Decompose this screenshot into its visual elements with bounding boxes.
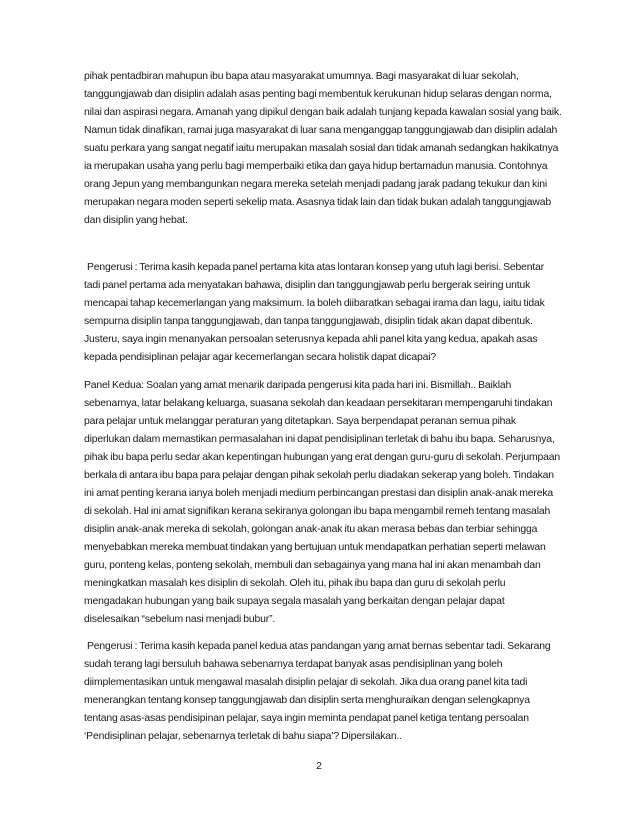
paragraph-intro: pihak pentadbiran mahupun ibu bapa atau masyarakat umumnya. Bagi masyarakat di luar sekolah, tanggungjawab dan disiplin adalah asas penting bagi membentuk kerukunan hidup selaras dengan norma, nilai dan aspirasi negara. Amanah yang dipikul dengan baik adalah tunjang kepada kawalan sosial yang baik. Namun tidak dinafikan, ramai juga masyarakat di luar sana menganggap tanggungjawab dan disiplin adalah suatu perkara yang sangat negatif iaitu merupakan masalah sosial dan tidak amanah sedangkan hakikatnya ia merupakan usaha yang perlu bagi memperbaiki etika dan gaya hidup bertamadun manusia. Contohnya orang Jepun yang membangunkan negara mereka setelah menjadi padang jarak padang tekukur dan kini merupakan negara moden seperti sekelip mata. Asasnya tidak lain dan tidak bukan adalah tanggungjawab dan disiplin yang hebat. [84, 71, 562, 226]
document-body [84, 68, 562, 746]
paragraph-chair-question-1: Pengerusi : Terima kasih kepada panel pertama kita atas lontaran konsep yang utuh lagi berisi. Sebentar tadi panel pertama ada menyatakan bahawa, disiplin dan tanggungjawab perlu bergerak seiring untuk mencapai tahap kecemerlangan yang maksimum. Ia boleh diibaratkan sebagai irama dan lagu, iaitu tidak sempurna disiplin tanpa tanggungjawab, dan tanpa tanggungjawab, disiplin tidak akan dapat dibentuk. Justeru, saya ingin menanyakan persoalan seterusnya kepada ahli panel kita yang kedua, apakah asas kepada pendisiplinan pelajar agar kecemerlangan secara holistik dapat dicapai? [84, 262, 545, 363]
page-number: 2 [316, 760, 322, 772]
paragraph-panel-two-answer: Panel Kedua: Soalan yang amat menarik daripada pengerusi kita pada hari ini. Bismillah.. Baiklah sebenarnya, latar belakang keluarga, suasana sekolah dan keadaan persekitaran mempengaruhi tindakan para pelajar untuk melanggar peraturan yang ditetapkan. Saya berpendapat peranan semua pihak diperlukan dalam memastikan permasalahan ini dapat pendisiplinan terletak di bahu ibu bapa. Seharusnya, pihak ibu bapa perlu sedar akan kepentingan hubungan yang erat dengan guru-guru di sekolah. Perjumpaan berkala di antara ibu bapa para pelajar dengan pihak sekolah perlu diadakan sekerap yang boleh. Tindakan ini amat penting kerana ianya boleh menjadi medium perbincangan prestasi dan disiplin anak-anak mereka di sekolah. Hal ini amat signifikan kerana sekiranya golongan ibu bapa mengambil remeh tentang masalah disiplin anak-anak mereka di sekolah, golongan anak-anak itu akan merasa bebas dan terbiar sehingga menyebabkan mereka membuat tindakan yang bertujuan untuk mendapatkan perhatian seperti melawan guru, ponteng kelas, ponteng sekolah, membuli dan sebagainya yang mana hal ini akan menambah dan meningkatkan masalah kes disiplin di sekolah. Oleh itu, pihak ibu bapa dan guru di sekolah perlu mengadakan hubungan yang baik supaya segala masalah yang berkaitan dengan pelajar dapat diselesaikan “sebelum nasi menjadi bubur”. [84, 380, 560, 625]
paragraph-chair-question-2: Pengerusi : Terima kasih kepada panel kedua atas pandangan yang amat bernas sebentar tadi. Sekarang sudah terang lagi bersuluh bahawa sebenarnya terdapat banyak asas pendisiplinan yang boleh diimplementasikan untuk mengawal masalah disiplin pelajar di sekolah. Jika dua orang panel kita tadi menerangkan tentang konsep tanggungjawab dan disiplin serta menghuraikan dengan selengkapnya tentang asas-asas pendisipinan pelajar, saya ingin meminta pendapat panel ketiga tentang persoalan ‘Pendisiplinan pelajar, sebenarnya terletak di bahu siapa’? Dipersilakan.. [84, 641, 551, 742]
